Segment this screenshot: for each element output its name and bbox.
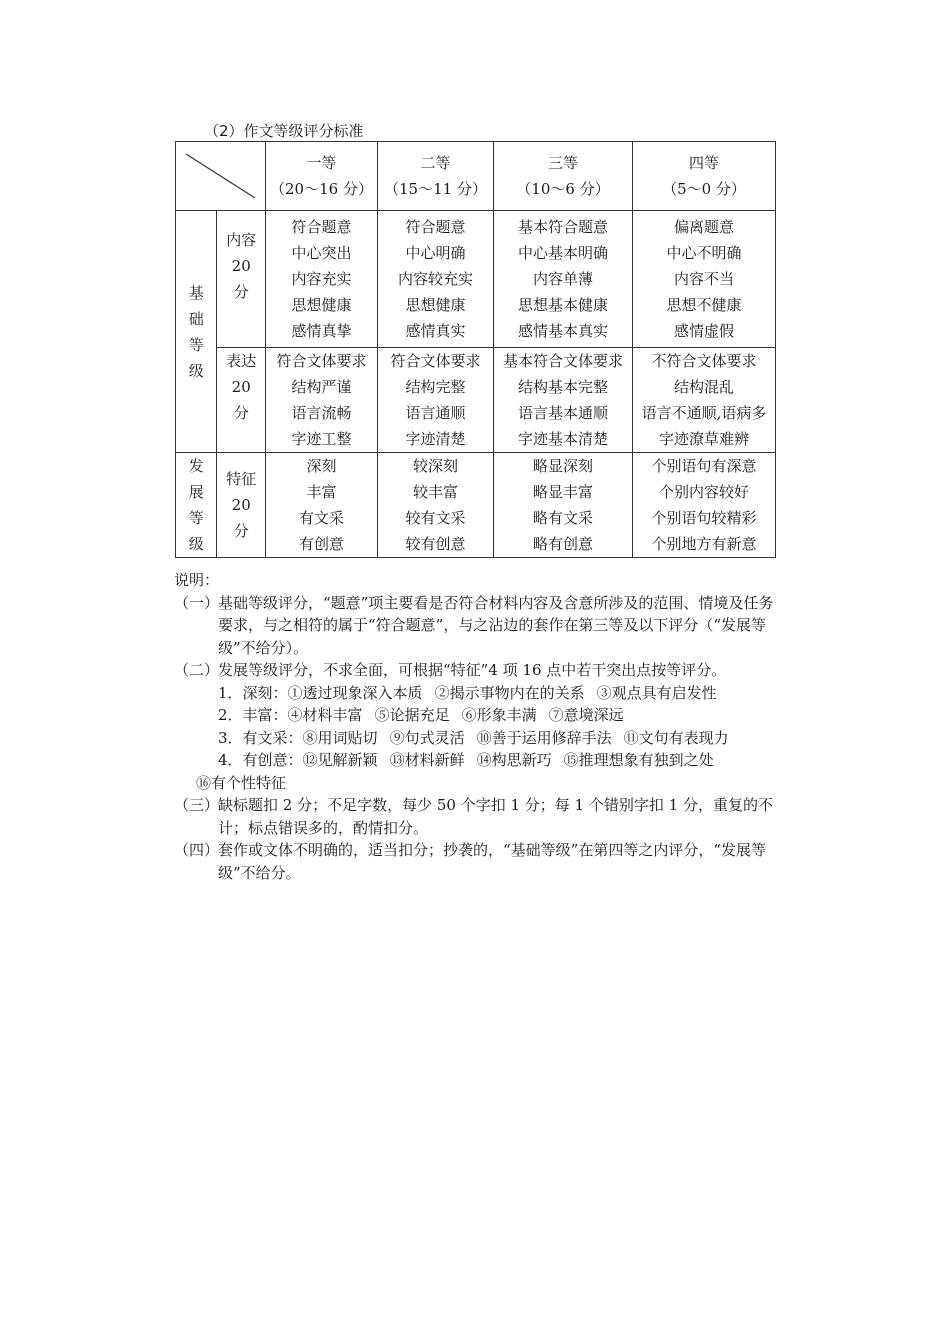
cell-line: 感情基本真实 <box>517 322 608 340</box>
criteria-label: 2．丰富： <box>218 706 288 724</box>
cell-line: 感情真实 <box>405 322 466 340</box>
note-number: （一） <box>174 593 220 612</box>
criteria-point: ⑬材料新鲜 <box>389 751 465 769</box>
cell-line: 感情真挚 <box>291 322 352 340</box>
cell-line: 内容充实 <box>291 270 352 288</box>
note-item-4 <box>174 839 784 884</box>
cell-line: 内容单薄 <box>532 270 593 288</box>
vertical-char: 展 <box>188 483 204 501</box>
cell-line: 较丰富 <box>412 483 458 501</box>
criteria-point: ②揭示事物内在的关系 <box>434 683 585 702</box>
cell-line: 丰富 <box>306 483 337 501</box>
header-rank: 四等 <box>688 154 719 172</box>
table-header-row <box>176 142 776 211</box>
feature-cell-3 <box>494 453 633 558</box>
criteria-point: ⑭构思新巧 <box>476 751 552 769</box>
diagonal-corner-cell <box>176 142 266 211</box>
sub-label: 表达 <box>226 352 257 370</box>
cell-line: 语言不通顺,语病多 <box>641 404 767 422</box>
cell-line: 个别语句有深意 <box>651 457 757 475</box>
cell-line: 思想基本健康 <box>517 296 608 314</box>
subcategory-content <box>217 211 266 348</box>
header-rank: 一等 <box>306 154 337 172</box>
criteria-label: 3．有文采： <box>218 728 303 747</box>
cell-line: 结构严谨 <box>291 378 352 396</box>
cell-line: 较有文采 <box>405 509 466 527</box>
cell-line: 语言基本通顺 <box>517 404 608 422</box>
cell-line: 个别语句较精彩 <box>651 509 757 527</box>
criteria-point: ⑥形象丰满 <box>461 706 537 724</box>
criteria-point: ⑩善于运用修辞手法 <box>476 728 612 747</box>
cell-line: 字迹工整 <box>291 430 352 448</box>
expression-cell-1 <box>266 348 378 453</box>
vertical-char: 础 <box>188 309 204 328</box>
vertical-char: 发 <box>188 457 204 475</box>
feature-cell-1 <box>266 453 378 558</box>
criteria-point: ①透过现象深入本质 <box>287 683 423 702</box>
cell-line: 语言通顺 <box>405 404 466 422</box>
content-cell-3 <box>494 211 633 348</box>
sub-label: 20 <box>231 496 251 514</box>
criteria-line-3 <box>174 727 784 750</box>
criteria-line-4 <box>174 749 784 772</box>
cell-line: 略有创意 <box>532 535 593 553</box>
cell-line: 不符合文体要求 <box>651 352 757 370</box>
cell-line: 中心突出 <box>291 244 352 262</box>
header-cell-1 <box>266 142 378 211</box>
cell-line: 思想健康 <box>405 296 466 314</box>
category-development-level <box>176 453 217 558</box>
cell-line: 符合文体要求 <box>390 352 481 370</box>
note-item-1 <box>174 592 784 660</box>
cell-line: 语言流畅 <box>291 404 352 422</box>
cell-line: 有创意 <box>298 535 344 553</box>
header-rank: 二等 <box>420 154 451 172</box>
header-range: （5～0 分） <box>662 180 746 198</box>
sub-label: 分 <box>233 522 249 540</box>
header-cell-3 <box>494 142 633 211</box>
diagonal-line <box>176 142 265 210</box>
criteria-point: ③观点具有启发性 <box>596 683 717 702</box>
criteria-label: 4．有创意： <box>218 751 303 769</box>
header-range: （20～16 分） <box>270 180 373 198</box>
vertical-char: 等 <box>188 335 204 354</box>
note-text: 套作或文体不明确的，适当扣分；抄袭的，“基础等级”在第四等之内评分，“发展等级”不给分。 <box>218 841 767 882</box>
cell-line: 符合文体要求 <box>276 352 367 370</box>
header-cell-4 <box>633 142 776 211</box>
note-text: 基础等级评分，“题意”项主要看是否符合材料内容及含意所涉及的范围、情境及任务要求，与之相符的属于“符合题意”，与之沾边的套作在第三等及以下评分（“发展等级”不给分）。 <box>218 593 774 657</box>
criteria-line-1 <box>174 682 784 705</box>
feature-cell-2 <box>378 453 494 558</box>
cell-line: 基本符合题意 <box>517 218 608 236</box>
criteria-line-2 <box>174 704 784 727</box>
header-rank: 三等 <box>547 154 578 172</box>
cell-line: 字迹清楚 <box>405 430 466 448</box>
criteria-label: 1．深刻： <box>218 683 288 702</box>
cell-line: 思想不健康 <box>666 296 742 314</box>
header-range: （15～11 分） <box>384 180 487 198</box>
sub-label: 分 <box>233 283 249 301</box>
cell-line: 符合题意 <box>405 218 466 236</box>
subcategory-feature <box>217 453 266 558</box>
sub-label: 内容 <box>226 231 257 249</box>
notes-section <box>174 569 784 884</box>
expression-cell-2 <box>378 348 494 453</box>
criteria-point: ⑮推理想象有独到之处 <box>563 751 714 769</box>
notes-heading: 说明： <box>174 571 220 589</box>
cell-line: 中心基本明确 <box>517 244 608 262</box>
cell-line: 个别内容较好 <box>658 483 749 501</box>
criteria-extra: ⑯有个性特征 <box>196 773 287 792</box>
cell-line: 结构基本完整 <box>517 378 608 396</box>
criteria-point: ⑤论据充足 <box>374 706 450 724</box>
cell-line: 结构混乱 <box>673 378 734 396</box>
cell-line: 略显深刻 <box>532 457 593 475</box>
section-title: （2）作文等级评分标准 <box>204 122 364 140</box>
sub-label: 20 <box>231 378 251 396</box>
cell-line: 有文采 <box>298 509 344 527</box>
cell-line: 深刻 <box>306 457 337 475</box>
cell-line: 字迹基本清楚 <box>517 430 608 448</box>
cell-line: 感情虚假 <box>673 322 734 340</box>
subcategory-expression <box>217 348 266 453</box>
expression-cell-3 <box>494 348 633 453</box>
sub-label: 特征 <box>226 470 257 488</box>
cell-line: 较深刻 <box>412 457 458 475</box>
content-cell-1 <box>266 211 378 348</box>
table-row-expression <box>176 348 776 453</box>
note-text: 缺标题扣 2 分；不足字数，每少 50 个字扣 1 分；每 1 个错别字扣 1 分，重复的不计；标点错误多的，酌情扣分。 <box>218 796 773 837</box>
vertical-char: 等 <box>188 509 204 527</box>
cell-line: 略有文采 <box>532 509 593 527</box>
cell-line: 内容较充实 <box>397 270 473 288</box>
header-cell-2 <box>378 142 494 211</box>
cell-line: 内容不当 <box>673 270 734 288</box>
table-row-feature <box>176 453 776 558</box>
sub-label: 20 <box>231 257 251 275</box>
expression-cell-4 <box>633 348 776 453</box>
vertical-char: 级 <box>188 361 204 380</box>
note-number: （四） <box>174 841 220 859</box>
criteria-point: ⑪文句有表现力 <box>623 728 729 747</box>
criteria-point: ⑧用词贴切 <box>302 728 378 747</box>
cell-line: 较有创意 <box>405 535 466 553</box>
criteria-point: ⑫见解新颖 <box>302 751 378 769</box>
table-row-content <box>176 211 776 348</box>
cell-line: 思想健康 <box>291 296 352 314</box>
cell-line: 中心明确 <box>405 244 466 262</box>
content-cell-4 <box>633 211 776 348</box>
feature-cell-4 <box>633 453 776 558</box>
header-range: （10～6 分） <box>516 180 610 198</box>
sub-label: 分 <box>233 404 249 422</box>
cell-line: 字迹潦草难辨 <box>658 430 749 448</box>
cell-line: 符合题意 <box>291 218 352 236</box>
grading-table <box>175 141 776 558</box>
cell-line: 偏离题意 <box>673 218 734 236</box>
criteria-point: ⑨句式灵活 <box>389 728 465 747</box>
category-basic-level <box>176 211 217 453</box>
content-cell-2 <box>378 211 494 348</box>
cell-line: 基本符合文体要求 <box>502 352 623 370</box>
note-number: （二） <box>174 661 220 679</box>
note-text: 发展等级评分，不求全面，可根据“特征”4 项 16 点中若干突出点按等评分。 <box>218 661 727 679</box>
cell-line: 略显丰富 <box>532 483 593 501</box>
cell-line: 结构完整 <box>405 378 466 396</box>
vertical-char: 级 <box>188 535 204 553</box>
note-item-3 <box>174 794 784 839</box>
vertical-char: 基 <box>188 283 204 302</box>
note-number: （三） <box>174 796 220 814</box>
criteria-point: ④材料丰富 <box>287 706 363 724</box>
criteria-point: ⑦意境深远 <box>548 706 624 724</box>
cell-line: 中心不明确 <box>666 244 742 262</box>
cell-line: 个别地方有新意 <box>651 535 757 553</box>
note-item-2 <box>174 659 784 682</box>
